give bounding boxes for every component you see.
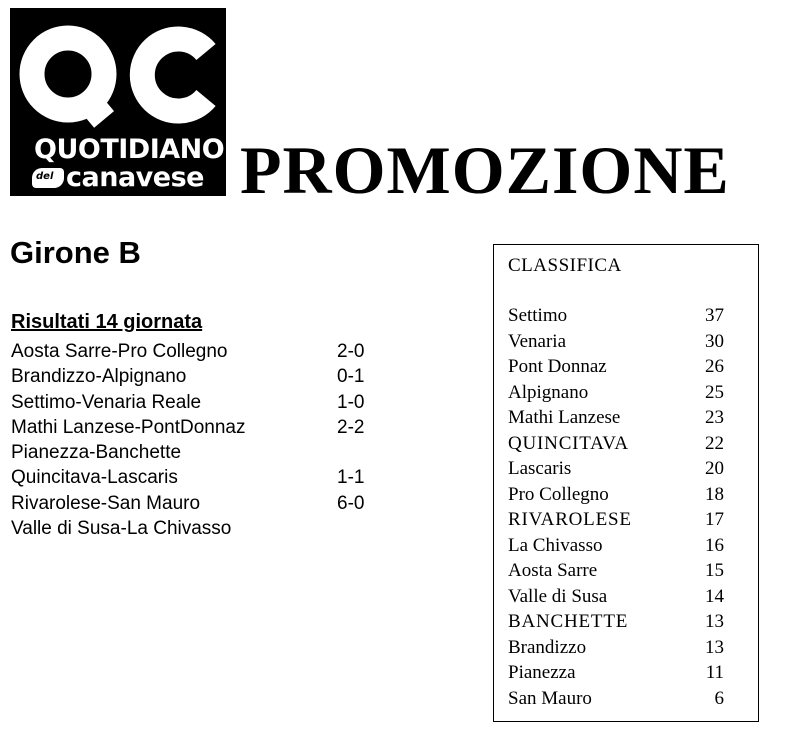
standing-row [508, 303, 738, 329]
team-points: 22 [705, 432, 724, 454]
team-name: QUINCITAVA [508, 432, 629, 454]
team-points: 25 [705, 381, 724, 403]
result-row [11, 465, 391, 490]
team-name: Pro Collegno [508, 483, 609, 505]
standing-row [508, 405, 738, 431]
match-score: 6-0 [337, 492, 365, 514]
team-points: 23 [705, 407, 724, 428]
qc-logo [10, 8, 226, 196]
team-name: BANCHETTE [508, 611, 629, 632]
qc-monogram-icon [10, 8, 226, 138]
match-score: 2-2 [337, 416, 365, 438]
team-name: La Chivasso [508, 534, 603, 556]
team-name: Venaria [508, 330, 567, 352]
team-name: Lascaris [508, 458, 572, 479]
team-name: Pianezza [508, 662, 576, 683]
standing-row [508, 609, 738, 635]
result-row [11, 339, 391, 364]
team-points: 15 [705, 560, 724, 581]
team-points: 17 [705, 509, 724, 530]
match-score: 0-1 [337, 366, 365, 388]
match-name: Mathi Lanzese-PontDonnaz [11, 416, 246, 438]
match-score: 1-0 [337, 391, 365, 413]
team-name: Mathi Lanzese [508, 407, 621, 428]
standing-row [508, 329, 738, 355]
match-name: Quincitava-Lascaris [11, 467, 178, 489]
match-name: Pianezza-Banchette [11, 442, 182, 464]
standings-title: CLASSIFICA [508, 255, 622, 276]
team-name: Settimo [508, 305, 568, 326]
result-row [11, 390, 391, 415]
standing-row [508, 533, 738, 559]
standing-row [508, 660, 738, 686]
result-row [11, 491, 391, 516]
standings-list [508, 303, 738, 711]
result-row [11, 364, 391, 389]
result-row [11, 415, 391, 440]
match-score: 1-1 [337, 467, 365, 489]
results-list [11, 339, 391, 541]
team-name: Valle di Susa [508, 585, 608, 607]
standing-row [508, 686, 738, 712]
result-row [11, 440, 391, 465]
team-points: 14 [705, 585, 724, 607]
match-name: Settimo-Venaria Reale [11, 391, 202, 413]
standing-row [508, 558, 738, 584]
team-name: Alpignano [508, 381, 589, 403]
team-points: 26 [705, 356, 724, 377]
standing-row [508, 482, 738, 508]
result-row [11, 516, 391, 541]
team-name: Pont Donnaz [508, 356, 607, 377]
team-points: 13 [705, 636, 724, 658]
match-name: Brandizzo-Alpignano [11, 366, 187, 388]
logo-wordmark-line1: QUOTIDIANO [34, 134, 225, 165]
team-points: 6 [714, 687, 724, 709]
logo-badge: del [32, 168, 64, 188]
team-points: 11 [705, 662, 724, 683]
page-title: PROMOZIONE [240, 132, 730, 208]
match-score: 2-0 [337, 341, 365, 362]
results-heading: Risultati 14 giornata [11, 311, 203, 333]
team-points: 18 [705, 483, 724, 505]
team-name: Brandizzo [508, 636, 587, 658]
standing-row [508, 354, 738, 380]
standing-row [508, 380, 738, 406]
team-points: 37 [705, 305, 724, 326]
standings-box [493, 244, 759, 722]
match-name: Aosta Sarre-Pro Collegno [11, 341, 228, 362]
team-points: 20 [705, 458, 724, 479]
team-points: 30 [705, 330, 724, 352]
standing-row [508, 507, 738, 533]
standing-row [508, 584, 738, 610]
team-points: 13 [705, 611, 724, 632]
team-name: RIVAROLESE [508, 509, 632, 530]
team-name: San Mauro [508, 687, 592, 709]
team-points: 16 [705, 534, 724, 556]
logo-wordmark-line2: canavese [66, 162, 204, 193]
standing-row [508, 431, 738, 457]
group-title: Girone B [10, 235, 141, 270]
standing-row [508, 635, 738, 661]
match-name: Valle di Susa-La Chivasso [11, 518, 232, 540]
match-name: Rivarolese-San Mauro [11, 492, 201, 514]
team-name: Aosta Sarre [508, 560, 598, 581]
standing-row [508, 456, 738, 482]
